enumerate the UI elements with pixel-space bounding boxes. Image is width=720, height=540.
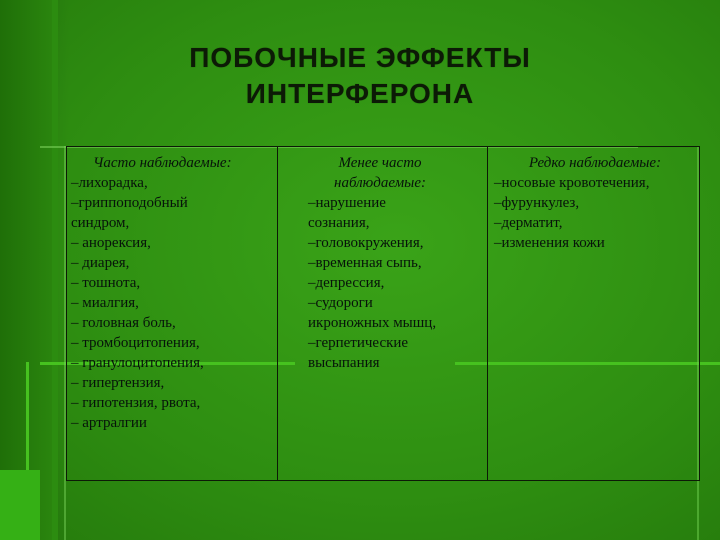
list-item: –герпетические [308, 335, 409, 351]
list-item: –дерматит, [494, 215, 563, 231]
list-item: – тошнота, [71, 275, 141, 291]
list-item: –судороги [308, 295, 373, 311]
list-item: икроножных мышц, [308, 315, 437, 331]
list-item: – тромбоцитопения, [71, 335, 200, 351]
list-item: – гипотензия, рвота, [71, 395, 201, 411]
list-item: –изменения кожи [494, 235, 605, 251]
column-frequent [67, 147, 277, 480]
list-item: – миалгия, [71, 295, 139, 311]
column-rare [487, 147, 700, 480]
list-item: –временная сыпь, [308, 255, 422, 271]
slide-title [0, 40, 720, 112]
list-less-frequent [308, 193, 482, 373]
list-item: – гипертензия, [71, 375, 165, 391]
title-line-2: ИНТЕРФЕРОНА [245, 78, 475, 109]
decor-block [0, 470, 40, 540]
title-line-1: ПОБОЧНЫЕ ЭФФЕКТЫ [189, 42, 531, 73]
column-heading-less-frequent-1: Менее часто [338, 155, 422, 171]
list-item: – гранулоцитопения, [71, 355, 204, 371]
list-item: –фурункулез, [494, 195, 580, 211]
list-item: синдром, [71, 215, 130, 231]
list-item: – диарея, [71, 255, 130, 271]
column-heading-frequent: Часто наблюдаемые: [93, 155, 232, 171]
column-heading-less-frequent-2: наблюдаемые: [334, 175, 426, 191]
side-effects-table [66, 146, 700, 481]
list-item: высыпания [308, 355, 380, 371]
list-item: – анорексия, [71, 235, 151, 251]
list-item: –гриппоподобный [71, 195, 188, 211]
list-item: сознания, [308, 215, 370, 231]
list-item: –носовые кровотечения, [494, 175, 650, 191]
list-item: –лихорадка, [71, 175, 148, 191]
column-less-frequent [277, 147, 488, 480]
column-heading-rare: Редко наблюдаемые: [528, 155, 662, 171]
list-frequent [71, 173, 273, 433]
list-item: –депрессия, [308, 275, 385, 291]
list-item: – головная боль, [71, 315, 176, 331]
list-item: – артралгии [71, 415, 147, 431]
list-item: –головокружения, [308, 235, 424, 251]
list-rare [494, 173, 696, 253]
list-item: –нарушение [308, 195, 386, 211]
